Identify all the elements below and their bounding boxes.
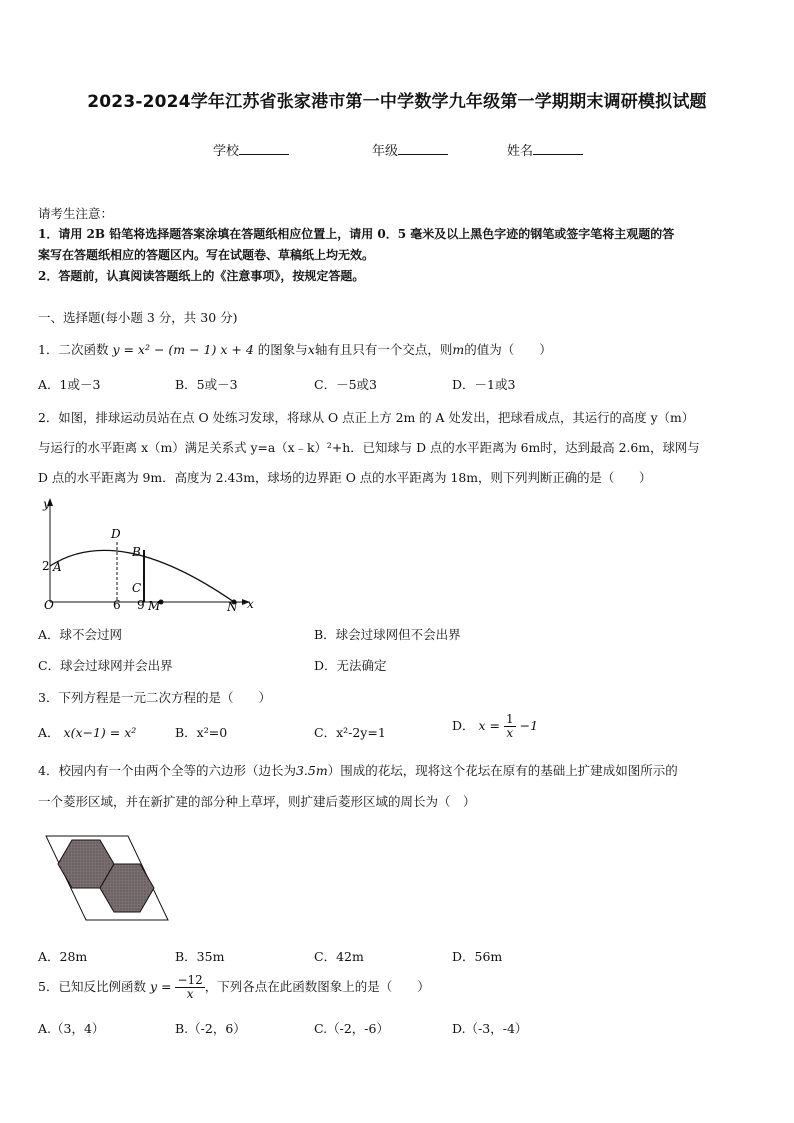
name-blank[interactable] bbox=[533, 142, 583, 155]
q4-option-a[interactable]: A．28m bbox=[38, 949, 88, 964]
label-y: y bbox=[43, 497, 50, 511]
grade-blank[interactable] bbox=[398, 142, 448, 155]
q1-m-var: m bbox=[452, 342, 465, 357]
q4-line1-b: ）围成的花坛，现将这个花坛在原有的基础上扩建成如图所示的 bbox=[327, 763, 678, 778]
page-title: 2023-2024学年江苏省张家港市第一中学数学九年级第一学期期末调研模拟试题 bbox=[87, 92, 707, 112]
q3-option-a-expr: x(x−1) = x² bbox=[63, 725, 137, 740]
rhombus-hexagon-figure bbox=[42, 830, 172, 926]
q3-option-d-fraction bbox=[504, 713, 516, 740]
label-n: N bbox=[227, 600, 238, 614]
q3-frac-denominator: x bbox=[506, 726, 514, 740]
question-3-stem: 3．下列方程是一元二次方程的是（ ） bbox=[38, 690, 271, 705]
label-two: 2 bbox=[42, 559, 50, 573]
section-heading: 一、选择题(每小题 3 分，共 30 分) bbox=[38, 310, 238, 325]
notice-item1-line1: 1．请用 2B 铅笔将选择题答案涂填在答题纸相应位置上，请用 0．5 毫米及以上黑色字迹的钢笔或签字笔将主观题的答 bbox=[38, 227, 675, 241]
question-4-line1 bbox=[38, 761, 678, 779]
q1-option-c[interactable]: C．－5或3 bbox=[314, 377, 377, 392]
name-field[interactable] bbox=[507, 140, 583, 159]
q4-side-length: 3.5m bbox=[295, 763, 328, 778]
label-m: M bbox=[148, 599, 161, 613]
volleyball-trajectory-figure bbox=[36, 494, 258, 614]
q1-tail: 的值为（ ） bbox=[464, 342, 552, 357]
grade-label: 年级 bbox=[372, 144, 399, 159]
label-six: 6 bbox=[113, 598, 121, 612]
q5-numerator: −12 bbox=[177, 973, 203, 987]
label-a: A bbox=[53, 560, 62, 574]
q2-option-a[interactable]: A．球不会过网 bbox=[38, 627, 123, 642]
q1-option-b[interactable]: B．5或－3 bbox=[175, 377, 238, 392]
name-label: 姓名 bbox=[507, 144, 534, 159]
label-nine: 9 bbox=[137, 598, 145, 612]
notice-heading: 请考生注意： bbox=[38, 206, 114, 221]
notice-item1-line2: 案写在答题纸相应的答题区内。写在试题卷、草稿纸上均无效。 bbox=[38, 248, 375, 262]
q4-option-b[interactable]: B．35m bbox=[175, 949, 225, 964]
q2-option-c[interactable]: C．球会过球网并会出界 bbox=[38, 658, 173, 673]
q1-axis-text: 轴有且只有一个交点，则 bbox=[314, 342, 453, 357]
q2-option-d[interactable]: D．无法确定 bbox=[314, 658, 387, 673]
question-2-line1: 2．如图，排球运动员站在点 O 处练习发球，将球从 O 点正上方 2m 的 A 处发出，把球看成点，其运行的高度 y（m） bbox=[38, 410, 695, 425]
q1-suffix: 的图象与 bbox=[257, 342, 308, 357]
school-label: 学校 bbox=[213, 144, 240, 159]
q4-option-d[interactable]: D．56m bbox=[452, 949, 503, 964]
school-field[interactable] bbox=[213, 140, 289, 159]
question-5-stem bbox=[38, 974, 430, 1001]
school-blank[interactable] bbox=[239, 142, 289, 155]
q3-option-b[interactable]: B．x²=0 bbox=[175, 725, 228, 740]
q3-option-d-lhs: x = bbox=[478, 718, 501, 733]
q5-denominator: x bbox=[186, 987, 194, 1001]
question-1-stem bbox=[38, 340, 552, 358]
q3-option-a[interactable] bbox=[38, 723, 136, 741]
q1-formula: y = x² − (m − 1) x + 4 bbox=[112, 342, 254, 357]
q5-lhs: y = bbox=[149, 979, 172, 994]
q3-frac-numerator: 1 bbox=[506, 712, 514, 726]
q3-option-d[interactable] bbox=[452, 713, 538, 740]
q5-prefix: 5．已知反比例函数 bbox=[38, 979, 146, 994]
q3-option-c[interactable]: C．x²-2y=1 bbox=[314, 725, 386, 740]
label-o: O bbox=[44, 598, 54, 612]
label-b: B bbox=[132, 545, 141, 559]
question-2-line2: 与运行的水平距离 x（m）满足关系式 y=a（x﹣k）²+h．已知球与 D 点的水平距离为 6m时，达到最高 2.6m，球网与 bbox=[38, 440, 700, 455]
q5-fraction bbox=[175, 974, 204, 1001]
label-d: D bbox=[111, 527, 121, 541]
notice-item2: 2．答题前，认真阅读答题纸上的《注意事项》，按规定答题。 bbox=[38, 269, 365, 283]
q4-line1-a: 4．校园内有一个由两个全等的六边形（边长为 bbox=[38, 763, 296, 778]
q2-option-b[interactable]: B．球会过球网但不会出界 bbox=[314, 627, 461, 642]
question-2-line3: D 点的水平距离为 9m．高度为 2.43m，球场的边界距 O 点的水平距离为 18m，则下列判断正确的是（ ） bbox=[38, 470, 652, 485]
q3-option-d-rhs: −1 bbox=[519, 718, 539, 733]
q5-option-d[interactable]: D.（-3，-4） bbox=[452, 1021, 528, 1036]
q1-option-d[interactable]: D．－1或3 bbox=[452, 377, 516, 392]
q4-option-c[interactable]: C．42m bbox=[314, 949, 364, 964]
q1-prefix: 1．二次函数 bbox=[38, 342, 109, 357]
q5-option-a[interactable]: A.（3，4） bbox=[38, 1021, 105, 1036]
q5-option-b[interactable]: B.（-2，6） bbox=[175, 1021, 246, 1036]
q3-option-d-label: D． bbox=[452, 718, 475, 733]
q1-option-a[interactable]: A．1或－3 bbox=[38, 377, 101, 392]
grade-field[interactable] bbox=[372, 140, 448, 159]
q5-option-c[interactable]: C.（-2，-6） bbox=[314, 1021, 389, 1036]
trajectory-curve bbox=[50, 550, 234, 602]
question-4-line2: 一个菱形区域，并在新扩建的部分种上草坪，则扩建后菱形区域的周长为（ ） bbox=[38, 794, 476, 809]
q3-option-a-label: A． bbox=[38, 725, 60, 740]
q1-x-var: x bbox=[307, 342, 315, 357]
label-c: C bbox=[132, 581, 142, 595]
label-x: x bbox=[247, 597, 254, 611]
q5-suffix: ，下列各点在此函数图象上的是（ ） bbox=[204, 979, 430, 994]
